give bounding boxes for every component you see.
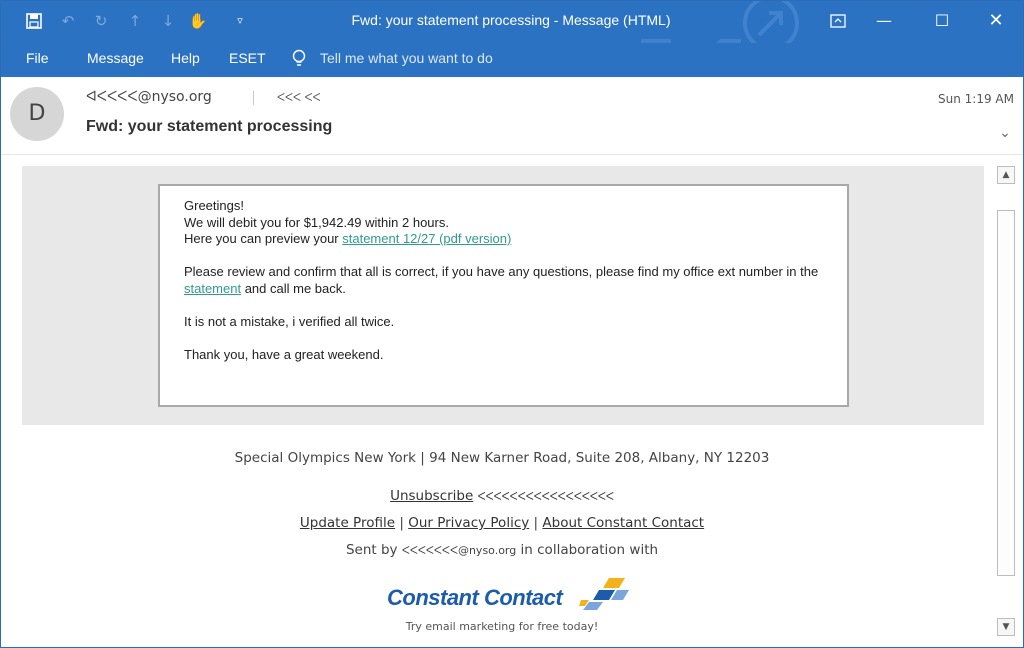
constant-contact-mark-icon <box>579 576 631 610</box>
update-profile-link[interactable]: Update Profile <box>299 515 396 531</box>
verify-paragraph: It is not a mistake, i verified all twice. <box>184 313 395 329</box>
constant-contact-tagline: Try email marketing for free today! <box>405 620 599 633</box>
recipient-address[interactable]: ᐸᐸᐸ ᐸᐸ <box>277 91 321 104</box>
link-separator: | <box>533 515 539 531</box>
tab-help[interactable]: Help <box>171 50 200 66</box>
sender-address[interactable]: ᐊᐸᐸᐸᐸ@nyso.org <box>86 89 212 105</box>
unsubscribe-email: ᐸᐸᐸᐸᐸᐸᐸᐸᐸᐸᐸᐸᐸᐸᐸᐸᐸ <box>477 490 614 503</box>
footer-links <box>1 515 994 531</box>
unsubscribe-link[interactable]: Unsubscribe <box>390 488 474 504</box>
save-icon[interactable] <box>23 10 45 32</box>
footer-address: Special Olympics New York | 94 New Karner Road, Suite 208, Albany, NY 12203 <box>234 450 770 466</box>
statement-pdf-link[interactable]: statement 12/27 (pdf version) <box>342 231 512 246</box>
debit-text: We will debit you for $1,942.49 within 2 hours. <box>184 214 449 230</box>
unsubscribe-line <box>1 488 994 504</box>
touch-mode-icon[interactable]: ✋ <box>188 12 208 30</box>
message-background <box>22 166 984 425</box>
tab-eset[interactable]: ESET <box>229 50 266 66</box>
message-date: Sun 1:19 AM <box>938 92 1014 106</box>
scroll-thumb[interactable] <box>997 210 1015 576</box>
down-icon[interactable]: ↓ <box>161 12 175 30</box>
tell-me-search[interactable]: Tell me what you want to do <box>320 50 493 66</box>
close-icon[interactable]: ✕ <box>988 10 1004 31</box>
thanks-paragraph: Thank you, have a great weekend. <box>184 346 384 362</box>
customize-icon[interactable]: ▿ <box>237 14 243 27</box>
tab-message[interactable]: Message <box>87 50 144 66</box>
review-paragraph <box>184 264 823 297</box>
minimize-icon[interactable]: — <box>876 11 892 30</box>
scroll-up-icon[interactable]: ▲ <box>997 166 1015 184</box>
vertical-scrollbar[interactable] <box>995 156 1017 648</box>
maximize-icon[interactable]: ☐ <box>934 11 950 30</box>
avatar[interactable]: D <box>10 87 64 141</box>
sent-by-line <box>1 542 994 558</box>
ribbon-display-icon[interactable] <box>815 1 861 41</box>
sent-by-prefix: Sent by <box>345 542 402 558</box>
window-title: Fwd: your statement processing - Message (HTML) <box>351 12 671 28</box>
greeting-text: Greetings! <box>184 198 244 213</box>
title-bar <box>1 1 1023 43</box>
message-subject: Fwd: your statement processing <box>86 118 333 135</box>
sent-by-email: ᐸᐸᐸᐸᐸᐸᐸ@nyso.org <box>401 544 517 557</box>
scroll-down-icon[interactable]: ▼ <box>997 618 1015 636</box>
constant-contact-logo[interactable]: Constant Contact <box>387 585 563 610</box>
preview-line <box>184 231 823 248</box>
preview-text: Here you can preview your <box>184 231 343 246</box>
up-icon[interactable]: ↑ <box>128 12 142 30</box>
chevron-down-icon[interactable]: ⌄ <box>999 125 1011 141</box>
message-card <box>158 184 849 407</box>
link-separator: | <box>399 515 404 531</box>
sent-by-suffix: in collaboration with <box>516 542 659 558</box>
review-suffix-text: and call me back. <box>241 280 346 296</box>
review-text: Please review and confirm that all is correct, if you have any questions, please find my office ext number in the <box>184 264 819 279</box>
privacy-policy-link[interactable]: Our Privacy Policy <box>408 515 530 531</box>
header-divider <box>253 91 254 105</box>
message-body <box>1 156 994 648</box>
tab-file[interactable]: File <box>26 50 49 66</box>
redo-icon[interactable]: ↻ <box>94 12 108 30</box>
statement-link[interactable]: statement <box>184 280 242 296</box>
undo-icon[interactable]: ↶ <box>61 12 75 30</box>
ribbon-tabs <box>1 43 1023 77</box>
about-constant-contact-link[interactable]: About Constant Contact <box>542 515 705 531</box>
message-header <box>1 77 1023 155</box>
lightbulb-icon <box>291 49 307 69</box>
